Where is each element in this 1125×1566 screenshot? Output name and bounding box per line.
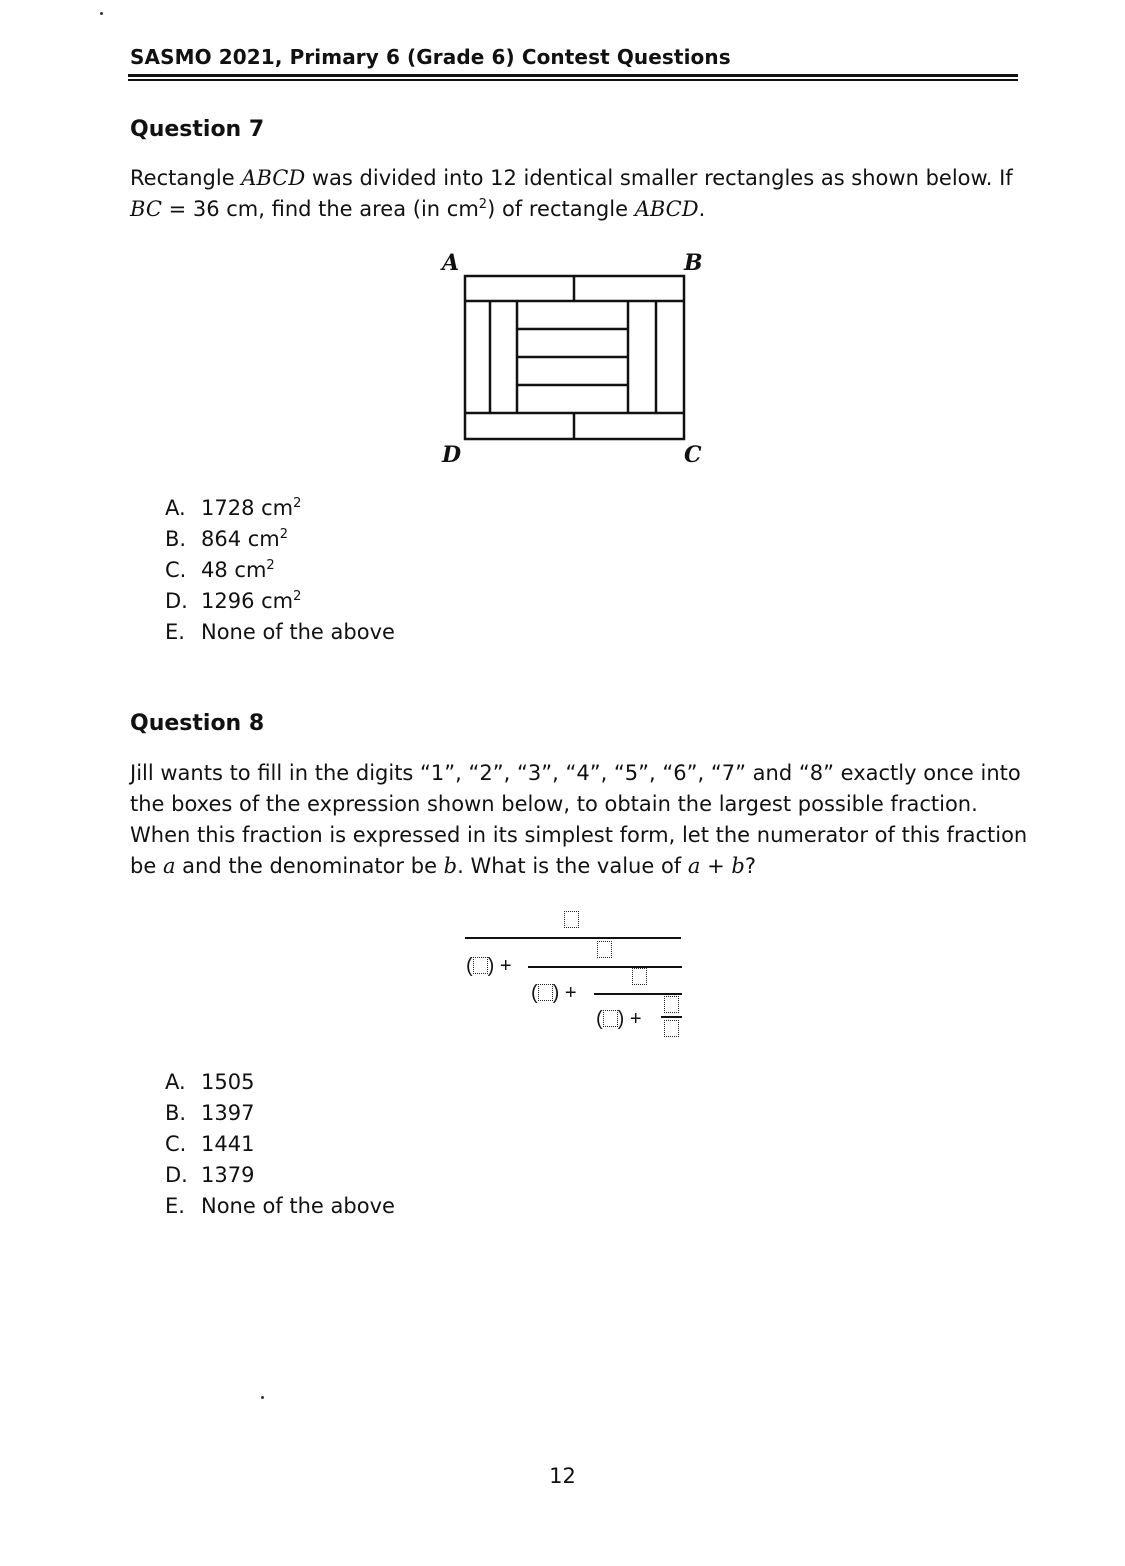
option-letter: D. (165, 589, 188, 613)
math-bc: BC (130, 197, 162, 221)
text-run: . What is the value of (457, 854, 688, 878)
option-value: 1397 (201, 1101, 255, 1125)
scan-speck (261, 1396, 264, 1399)
digit-box[interactable] (597, 941, 612, 958)
question-8-heading: Question 8 (130, 711, 265, 736)
digit-box[interactable] (603, 1010, 618, 1027)
option-letter: C. (165, 1132, 187, 1156)
digit-box[interactable] (538, 984, 553, 1001)
math-a: a (162, 854, 176, 878)
option-letter: C. (165, 558, 187, 582)
option-c[interactable] (165, 555, 395, 586)
header-rule (128, 74, 1018, 77)
option-value: None of the above (201, 1194, 395, 1218)
option-d[interactable] (165, 1160, 395, 1191)
question-8-line-1: Jill wants to fill in the digits “1”, “2”, “3”, “4”, “5”, “6”, “7” and “8” exactly once into (130, 761, 1021, 785)
question-8-line-3: When this fraction is expressed in its simplest form, let the numerator of this fraction (130, 823, 1028, 847)
option-value: 48 cm (201, 558, 267, 582)
plus-sign: + (564, 982, 577, 1004)
page-header-title: SASMO 2021, Primary 6 (Grade 6) Contest Questions (130, 45, 731, 69)
digit-box[interactable] (664, 996, 679, 1013)
digit-box[interactable] (473, 957, 488, 974)
plus-sign: + (629, 1008, 642, 1030)
fraction-bar-1 (465, 937, 681, 939)
superscript: 2 (266, 558, 275, 573)
text-run: + (700, 854, 732, 878)
question-8-line-2: the boxes of the expression shown below, to obtain the largest possible fraction. (130, 792, 978, 816)
option-letter: B. (165, 1101, 187, 1125)
math-a: a (687, 854, 701, 878)
digit-box[interactable] (564, 911, 579, 928)
option-a[interactable] (165, 493, 395, 524)
question-7-options (165, 493, 395, 648)
expr-level-3 (596, 1008, 642, 1031)
superscript: 2 (279, 527, 289, 542)
question-7-heading: Question 7 (130, 117, 265, 142)
math-b: b (443, 854, 458, 878)
expr-level-2 (531, 982, 577, 1005)
paren-close: ) (552, 982, 560, 1004)
vertex-label-a: A (442, 250, 460, 276)
question-7-line-1 (130, 163, 1030, 194)
fraction-bar-2 (528, 966, 682, 968)
fraction-bar-4 (661, 1016, 682, 1018)
expr-level-1 (466, 955, 512, 978)
text-run: and the denominator be (175, 854, 444, 878)
question-8-line-4 (130, 851, 1030, 882)
question-8-text (130, 758, 1030, 882)
paren-close: ) (617, 1008, 625, 1030)
superscript: 2 (478, 197, 488, 212)
header-rule-secondary (128, 79, 1018, 81)
paren-close: ) (487, 955, 495, 977)
fraction-bar-3 (594, 993, 682, 995)
text-run: be (130, 854, 163, 878)
option-e[interactable] (165, 617, 395, 648)
rectangle-abcd-figure (460, 272, 690, 444)
math-abcd: ABCD (241, 166, 306, 190)
option-letter: B. (165, 527, 187, 551)
option-a[interactable] (165, 1067, 395, 1098)
question-7-text (130, 163, 1030, 225)
option-value: 1728 cm (201, 496, 294, 520)
text-run: was divided into 12 identical smaller rectangles as shown below. If (305, 166, 1013, 190)
math-b: b (731, 854, 745, 878)
text-run: = 36 cm, find the area (in cm (161, 197, 479, 221)
option-c[interactable] (165, 1129, 395, 1160)
option-letter: D. (165, 1163, 188, 1187)
text-run: Rectangle (130, 166, 242, 190)
vertex-label-d: D (442, 442, 462, 468)
superscript: 2 (293, 589, 302, 604)
scan-speck (100, 12, 103, 15)
option-value: 864 cm (201, 527, 280, 551)
option-e[interactable] (165, 1191, 395, 1222)
option-value: 1379 (201, 1163, 255, 1187)
paren-open: ( (531, 982, 538, 1004)
option-value: 1505 (201, 1070, 255, 1094)
digit-box[interactable] (632, 968, 647, 985)
question-8-options (165, 1067, 395, 1222)
question-7-line-2 (130, 194, 1030, 225)
digit-box[interactable] (664, 1020, 679, 1037)
option-value: 1441 (201, 1132, 255, 1156)
option-letter: A. (165, 1070, 186, 1094)
math-abcd: ABCD (634, 197, 699, 221)
option-b[interactable] (165, 1098, 395, 1129)
plus-sign: + (499, 955, 512, 977)
option-letter: A. (165, 496, 186, 520)
text-run: ? (744, 854, 756, 878)
paren-open: ( (466, 955, 473, 977)
option-value: None of the above (201, 620, 395, 644)
paren-open: ( (596, 1008, 603, 1030)
text-run: ) of rectangle (487, 197, 635, 221)
superscript: 2 (293, 496, 302, 511)
page-number: 12 (549, 1464, 576, 1488)
option-letter: E. (165, 1194, 185, 1218)
option-letter: E. (165, 620, 185, 644)
option-value: 1296 cm (201, 589, 294, 613)
text-run: . (698, 197, 706, 221)
vertex-label-b: B (684, 250, 703, 276)
option-d[interactable] (165, 586, 395, 617)
vertex-label-c: C (684, 442, 702, 468)
option-b[interactable] (165, 524, 395, 555)
